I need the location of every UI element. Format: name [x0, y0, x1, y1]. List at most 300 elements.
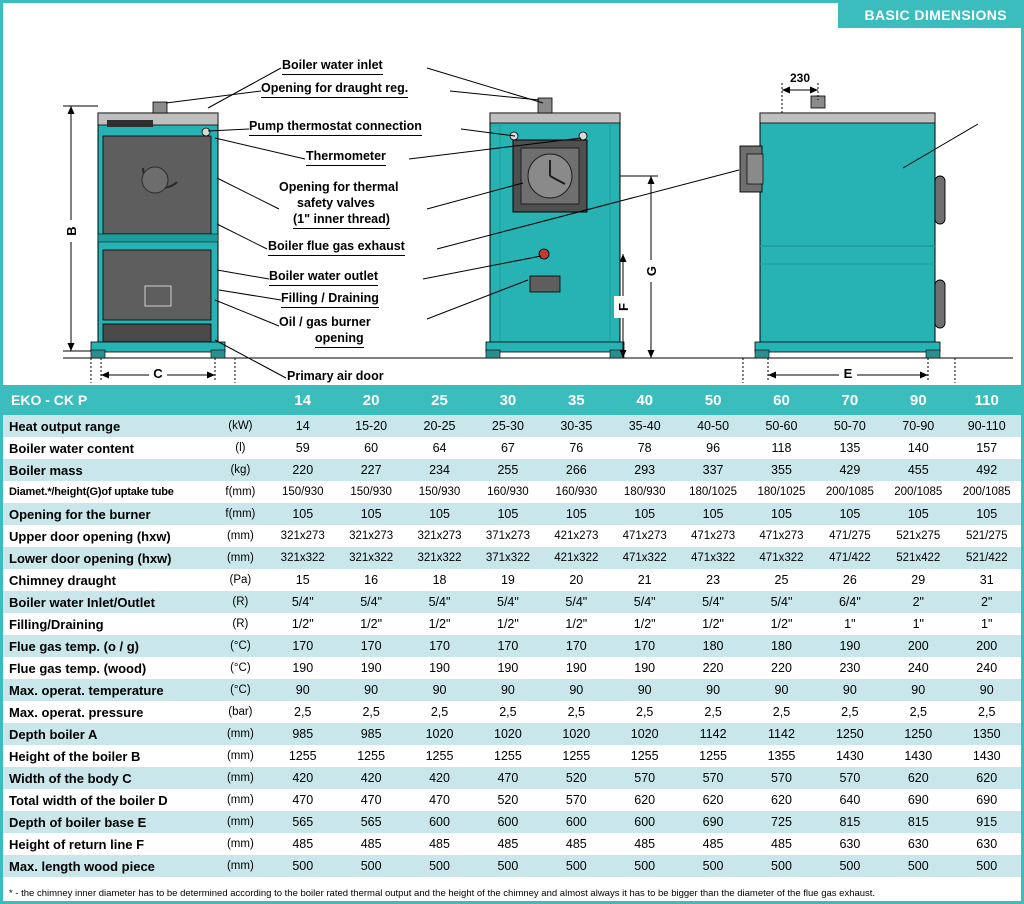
table-row [3, 591, 1021, 613]
row-value: 355 [747, 459, 815, 481]
row-unit: (mm) [212, 855, 268, 877]
row-value: 485 [405, 833, 473, 855]
table-header-model-30: 30 [474, 385, 542, 415]
row-value: 630 [816, 833, 884, 855]
callout-burner-opening-line1: Oil / gas burner [279, 315, 371, 329]
row-value: 190 [405, 657, 473, 679]
row-value: 180/930 [611, 481, 679, 503]
row-value: 471/275 [816, 525, 884, 547]
row-value: 255 [474, 459, 542, 481]
row-value: 90 [611, 679, 679, 701]
row-value: 500 [542, 855, 610, 877]
row-value: 500 [474, 855, 542, 877]
row-value: 520 [542, 767, 610, 789]
row-value: 227 [337, 459, 405, 481]
row-value: 1430 [816, 745, 884, 767]
row-value: 565 [337, 811, 405, 833]
row-value: 200/1085 [884, 481, 952, 503]
row-value: 1255 [269, 745, 337, 767]
table-row [3, 481, 1021, 503]
row-value: 570 [542, 789, 610, 811]
row-value: 150/930 [405, 481, 473, 503]
callout-thermometer: Thermometer [306, 149, 386, 166]
row-value: 2,5 [542, 701, 610, 723]
row-label: Lower door opening (hxw) [3, 547, 212, 569]
row-value: 170 [337, 635, 405, 657]
row-value: 5/4" [269, 591, 337, 613]
row-value: 200 [884, 635, 952, 657]
callout-thermal-safety-valves-line3: (1" inner thread) [293, 212, 390, 229]
callout-filling-draining: Filling / Draining [281, 291, 379, 308]
row-value: 337 [679, 459, 747, 481]
row-value: 485 [542, 833, 610, 855]
row-value: 500 [611, 855, 679, 877]
row-value: 471x273 [611, 525, 679, 547]
row-value: 35-40 [611, 415, 679, 437]
row-value: 105 [679, 503, 747, 525]
row-value: 180 [747, 635, 815, 657]
row-value: 105 [542, 503, 610, 525]
row-unit: (mm) [212, 547, 268, 569]
table-row [3, 811, 1021, 833]
row-value: 1355 [747, 745, 815, 767]
row-value: 915 [952, 811, 1021, 833]
row-value: 520 [474, 789, 542, 811]
row-value: 521x275 [884, 525, 952, 547]
row-value: 1142 [747, 723, 815, 745]
row-unit: (°C) [212, 679, 268, 701]
table-row [3, 635, 1021, 657]
table-footnote: * - the chimney inner diameter has to be determined according to the boiler rated thermal output and the height of the chimney and almost always it has to be bigger than the diameter of the flue gas exhaust. [9, 888, 876, 899]
row-value: 90 [747, 679, 815, 701]
row-value: 420 [405, 767, 473, 789]
table-header-model: EKO - CK P [3, 385, 212, 415]
row-value: 200/1085 [816, 481, 884, 503]
row-value: 1255 [611, 745, 679, 767]
row-value: 170 [542, 635, 610, 657]
row-value: 50-70 [816, 415, 884, 437]
row-unit: (mm) [212, 833, 268, 855]
table-row [3, 833, 1021, 855]
row-value: 118 [747, 437, 815, 459]
row-value: 190 [816, 635, 884, 657]
row-value: 1255 [542, 745, 610, 767]
table-header-model-35: 35 [542, 385, 610, 415]
row-value: 90 [474, 679, 542, 701]
row-value: 90 [405, 679, 473, 701]
boiler-front-view [486, 98, 624, 358]
table-row [3, 679, 1021, 701]
row-value: 14 [269, 415, 337, 437]
row-value: 140 [884, 437, 952, 459]
row-value: 240 [952, 657, 1021, 679]
row-value: 470 [474, 767, 542, 789]
row-value: 321x273 [405, 525, 473, 547]
row-value: 521x422 [884, 547, 952, 569]
row-value: 150/930 [337, 481, 405, 503]
row-value: 105 [816, 503, 884, 525]
row-value: 220 [679, 657, 747, 679]
row-value: 1/2" [337, 613, 405, 635]
row-value: 500 [269, 855, 337, 877]
technical-drawing [3, 28, 1021, 383]
callout-boiler-water-outlet: Boiler water outlet [269, 269, 378, 286]
table-header-model-110: 110 [952, 385, 1021, 415]
row-value: 2,5 [269, 701, 337, 723]
svg-text:E: E [843, 366, 853, 381]
row-value: 470 [337, 789, 405, 811]
row-value: 190 [474, 657, 542, 679]
row-unit: (mm) [212, 723, 268, 745]
row-value: 2,5 [337, 701, 405, 723]
row-value: 600 [542, 811, 610, 833]
row-value: 157 [952, 437, 1021, 459]
row-label: Boiler water content [3, 437, 212, 459]
row-value: 20 [542, 569, 610, 591]
row-label: Flue gas temp. (wood) [3, 657, 212, 679]
row-unit: (l) [212, 437, 268, 459]
row-value: 1" [884, 613, 952, 635]
row-value: 492 [952, 459, 1021, 481]
row-unit: (°C) [212, 635, 268, 657]
row-value: 321x273 [337, 525, 405, 547]
row-value: 620 [952, 767, 1021, 789]
svg-text:230: 230 [789, 71, 811, 85]
row-value: 470 [269, 789, 337, 811]
row-value: 630 [952, 833, 1021, 855]
table-row [3, 503, 1021, 525]
row-value: 180/1025 [679, 481, 747, 503]
row-value: 690 [884, 789, 952, 811]
row-value: 25 [747, 569, 815, 591]
row-value: 180 [679, 635, 747, 657]
table-header-model-70: 70 [816, 385, 884, 415]
row-value: 1020 [405, 723, 473, 745]
row-value: 190 [269, 657, 337, 679]
row-value: 565 [269, 811, 337, 833]
row-value: 630 [884, 833, 952, 855]
row-label: Boiler water Inlet/Outlet [3, 591, 212, 613]
table-header-model-50: 50 [679, 385, 747, 415]
row-value: 500 [405, 855, 473, 877]
row-value: 570 [747, 767, 815, 789]
row-value: 500 [816, 855, 884, 877]
row-value: 90 [337, 679, 405, 701]
row-value: 105 [884, 503, 952, 525]
row-label: Height of return line F [3, 833, 212, 855]
row-value: 90-110 [952, 415, 1021, 437]
row-value: 200 [952, 635, 1021, 657]
row-label: Depth boiler A [3, 723, 212, 745]
row-value: 1250 [816, 723, 884, 745]
boiler-left-view [91, 102, 225, 358]
row-value: 90 [884, 679, 952, 701]
table-header-model-25: 25 [405, 385, 473, 415]
table-row [3, 613, 1021, 635]
table-row [3, 723, 1021, 745]
callout-opening-draught-reg: Opening for draught reg. [261, 81, 408, 98]
row-value: 1020 [542, 723, 610, 745]
row-value: 421x322 [542, 547, 610, 569]
row-value: 371x273 [474, 525, 542, 547]
callout-burner-opening-line2: opening [315, 331, 364, 348]
row-value: 1255 [337, 745, 405, 767]
row-value: 293 [611, 459, 679, 481]
row-value: 570 [611, 767, 679, 789]
row-value: 570 [679, 767, 747, 789]
row-value: 40-50 [679, 415, 747, 437]
row-unit: (kW) [212, 415, 268, 437]
callout-primary-air-door: Primary air door [287, 369, 384, 386]
row-value: 421x273 [542, 525, 610, 547]
row-label: Total width of the boiler D [3, 789, 212, 811]
row-value: 371x322 [474, 547, 542, 569]
row-value: 321x322 [337, 547, 405, 569]
row-label: Max. length wood piece [3, 855, 212, 877]
row-value: 6/4" [816, 591, 884, 613]
row-value: 160/930 [474, 481, 542, 503]
row-value: 471x322 [747, 547, 815, 569]
row-value: 1/2" [611, 613, 679, 635]
callout-leaders [166, 68, 739, 378]
row-value: 2" [952, 591, 1021, 613]
row-unit: (Pa) [212, 569, 268, 591]
row-value: 485 [747, 833, 815, 855]
row-label: Depth of boiler base E [3, 811, 212, 833]
row-value: 1" [816, 613, 884, 635]
drawing-svg [3, 28, 1021, 383]
row-value: 190 [611, 657, 679, 679]
row-unit: f(mm) [212, 481, 268, 503]
row-value: 90 [269, 679, 337, 701]
row-label: Diamet.*/height(G)of uptake tube [3, 481, 212, 503]
row-value: 5/4" [405, 591, 473, 613]
row-value: 521/275 [952, 525, 1021, 547]
row-unit: (R) [212, 613, 268, 635]
row-value: 1250 [884, 723, 952, 745]
row-value: 2,5 [679, 701, 747, 723]
row-unit: (mm) [212, 525, 268, 547]
row-value: 96 [679, 437, 747, 459]
row-value: 1255 [474, 745, 542, 767]
row-value: 234 [405, 459, 473, 481]
row-value: 30-35 [542, 415, 610, 437]
row-value: 5/4" [337, 591, 405, 613]
row-value: 420 [337, 767, 405, 789]
row-value: 76 [542, 437, 610, 459]
svg-text:G: G [644, 265, 659, 277]
row-unit: (mm) [212, 811, 268, 833]
row-value: 485 [269, 833, 337, 855]
row-label: Heat output range [3, 415, 212, 437]
row-value: 1" [952, 613, 1021, 635]
row-value: 25-30 [474, 415, 542, 437]
row-value: 2" [884, 591, 952, 613]
row-value: 485 [474, 833, 542, 855]
row-label: Upper door opening (hxw) [3, 525, 212, 547]
row-value: 1430 [884, 745, 952, 767]
row-value: 1/2" [542, 613, 610, 635]
callout-thermal-safety-valves-line1: Opening for thermal [279, 180, 399, 194]
row-value: 90 [952, 679, 1021, 701]
row-value: 485 [679, 833, 747, 855]
row-value: 200/1085 [952, 481, 1021, 503]
row-value: 20-25 [405, 415, 473, 437]
row-value: 2,5 [952, 701, 1021, 723]
row-value: 471x273 [747, 525, 815, 547]
page-title: BASIC DIMENSIONS [838, 3, 1021, 28]
row-unit: (mm) [212, 745, 268, 767]
row-value: 1020 [611, 723, 679, 745]
row-value: 470 [405, 789, 473, 811]
row-value: 90 [542, 679, 610, 701]
row-value: 1/2" [747, 613, 815, 635]
row-unit: (kg) [212, 459, 268, 481]
row-value: 1020 [474, 723, 542, 745]
row-value: 59 [269, 437, 337, 459]
row-label: Height of the boiler B [3, 745, 212, 767]
row-value: 21 [611, 569, 679, 591]
row-value: 521/422 [952, 547, 1021, 569]
table-header-model-20: 20 [337, 385, 405, 415]
svg-text:B: B [64, 226, 79, 236]
table-row [3, 745, 1021, 767]
row-value: 600 [474, 811, 542, 833]
table-header-unit [212, 385, 268, 415]
row-value: 190 [337, 657, 405, 679]
row-value: 2,5 [474, 701, 542, 723]
row-value: 485 [337, 833, 405, 855]
row-unit: (mm) [212, 789, 268, 811]
row-value: 220 [747, 657, 815, 679]
row-value: 160/930 [542, 481, 610, 503]
row-value: 500 [337, 855, 405, 877]
row-label: Boiler mass [3, 459, 212, 481]
table-row [3, 569, 1021, 591]
row-value: 321x322 [405, 547, 473, 569]
row-value: 5/4" [747, 591, 815, 613]
row-value: 105 [269, 503, 337, 525]
row-label: Chimney draught [3, 569, 212, 591]
row-value: 1142 [679, 723, 747, 745]
row-value: 600 [405, 811, 473, 833]
row-value: 70-90 [884, 415, 952, 437]
row-value: 190 [542, 657, 610, 679]
row-value: 471x322 [611, 547, 679, 569]
row-value: 1255 [405, 745, 473, 767]
row-unit: (R) [212, 591, 268, 613]
row-value: 620 [884, 767, 952, 789]
row-label: Max. operat. pressure [3, 701, 212, 723]
row-label: Max. operat. temperature [3, 679, 212, 701]
row-value: 150/930 [269, 481, 337, 503]
table-row [3, 415, 1021, 437]
row-value: 471x322 [679, 547, 747, 569]
row-value: 485 [611, 833, 679, 855]
row-value: 500 [884, 855, 952, 877]
table-header-model-60: 60 [747, 385, 815, 415]
row-value: 170 [611, 635, 679, 657]
row-value: 815 [884, 811, 952, 833]
svg-text:C: C [153, 366, 163, 381]
table-header-model-90: 90 [884, 385, 952, 415]
table-row [3, 855, 1021, 877]
table-header-model-40: 40 [611, 385, 679, 415]
row-value: 2,5 [611, 701, 679, 723]
row-value: 620 [611, 789, 679, 811]
row-value: 50-60 [747, 415, 815, 437]
row-value: 1350 [952, 723, 1021, 745]
row-value: 105 [474, 503, 542, 525]
row-value: 78 [611, 437, 679, 459]
row-value: 105 [405, 503, 473, 525]
row-label: Filling/Draining [3, 613, 212, 635]
header-bar [3, 3, 1021, 28]
row-value: 16 [337, 569, 405, 591]
row-value: 105 [337, 503, 405, 525]
callout-thermal-safety-valves-line2: safety valves [297, 196, 375, 210]
row-label: Width of the body C [3, 767, 212, 789]
callout-boiler-flue-gas-exhaust: Boiler flue gas exhaust [268, 239, 405, 256]
row-value: 220 [269, 459, 337, 481]
row-value: 60 [337, 437, 405, 459]
row-value: 690 [679, 811, 747, 833]
row-value: 5/4" [474, 591, 542, 613]
row-value: 321x273 [269, 525, 337, 547]
row-unit: (°C) [212, 657, 268, 679]
row-value: 105 [952, 503, 1021, 525]
row-value: 471x273 [679, 525, 747, 547]
row-value: 5/4" [542, 591, 610, 613]
row-value: 690 [952, 789, 1021, 811]
row-value: 29 [884, 569, 952, 591]
row-value: 2,5 [816, 701, 884, 723]
row-value: 31 [952, 569, 1021, 591]
table-header-row [3, 385, 1021, 415]
row-value: 180/1025 [747, 481, 815, 503]
row-value: 600 [611, 811, 679, 833]
svg-text:F: F [616, 303, 631, 311]
row-value: 23 [679, 569, 747, 591]
row-value: 2,5 [884, 701, 952, 723]
row-value: 1/2" [679, 613, 747, 635]
row-value: 2,5 [405, 701, 473, 723]
row-value: 429 [816, 459, 884, 481]
row-value: 1430 [952, 745, 1021, 767]
row-unit: (bar) [212, 701, 268, 723]
row-value: 471/422 [816, 547, 884, 569]
row-value: 90 [679, 679, 747, 701]
row-value: 67 [474, 437, 542, 459]
row-value: 90 [816, 679, 884, 701]
row-label: Flue gas temp. (o / g) [3, 635, 212, 657]
row-value: 640 [816, 789, 884, 811]
row-value: 170 [474, 635, 542, 657]
row-value: 15 [269, 569, 337, 591]
row-value: 240 [884, 657, 952, 679]
table-row [3, 437, 1021, 459]
table-row [3, 701, 1021, 723]
row-value: 620 [679, 789, 747, 811]
row-value: 500 [952, 855, 1021, 877]
row-value: 1255 [679, 745, 747, 767]
table-row [3, 525, 1021, 547]
row-value: 5/4" [611, 591, 679, 613]
row-value: 105 [611, 503, 679, 525]
row-value: 170 [405, 635, 473, 657]
row-value: 105 [747, 503, 815, 525]
row-value: 2,5 [747, 701, 815, 723]
